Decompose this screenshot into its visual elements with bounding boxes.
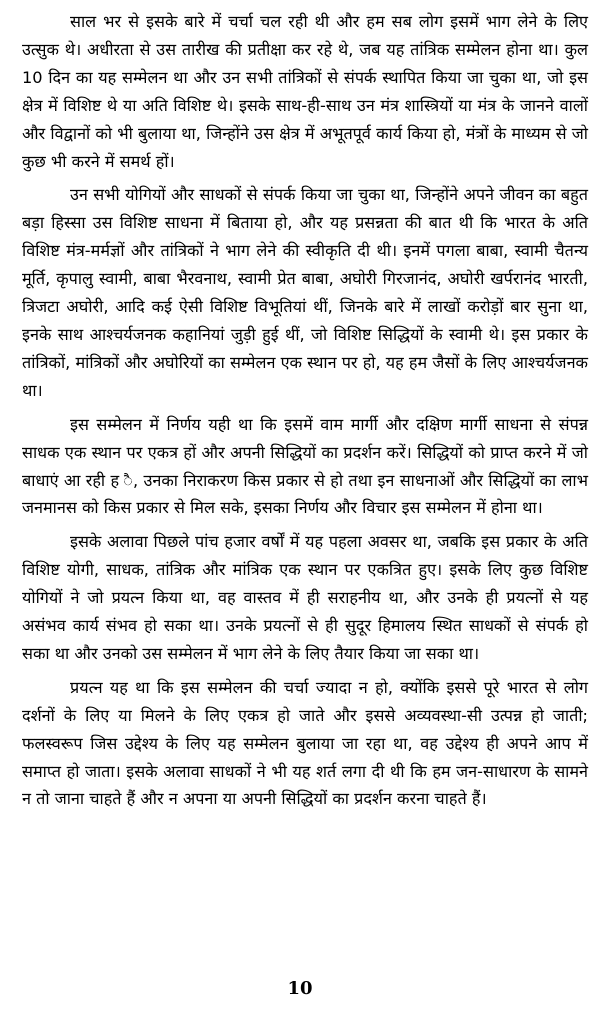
paragraph-4: इसके अलावा पिछले पांच हजार वर्षों में यह पहला अवसर था, जबकि इस प्रकार के अति विशिष्ट योगी, साधक, तांत्रिक और मांत्रिक एक स्थान पर एकत्रित हुए। इसके लिए कुछ विशिष्ट योगियों ने जो प्रयत्न किया था, वह वास्तव में ही सराहनीय था, और उनके ही प्रयत्नों से यह असंभव कार्य संभव हो सका था। उनके प्रयत्नों से ही सुदूर हिमालय स्थित साधकों से संपर्क हो सका था और उनको उस सम्मेलन में भाग लेने के लिए तैयार किया जा सका था। xyxy=(22,532,588,663)
paragraph-5: प्रयत्न यह था कि इस सम्मेलन की चर्चा ज्यादा न हो, क्योंकि इससे पूरे भारत से लोग दर्शनों के लिए या मिलने के लिए एकत्र हो जाते और इससे अव्यवस्था-सी उत्पन्न हो जाती; फलस्वरूप जिस उद्देश्य के लिए यह सम्मेलन बुलाया जा रहा था, वह उद्देश्य ही अपने आप में समाप्त हो जाता। इसके अलावा साधकों ने भी यह शर्त लगा दी थी कि हम जन-साधारण के सामने न तो जाना चाहते हैं और न अपना या अपनी सिद्धियों का प्रदर्शन करना चाहते हैं। xyxy=(22,677,588,809)
page-number: 10 xyxy=(287,978,313,999)
paragraph-1: साल भर से इसके बारे में चर्चा चल रही थी और हम सब लोग इसमें भाग लेने के लिए उत्सुक थे। अधीरता से उस तारीख की प्रतीक्षा कर रहे थे, जब यह तांत्रिक सम्मेलन होना था। कुल 10 दिन का यह सम्मेलन था और उन सभी तांत्रिकों से संपर्क स्थापित किया जा चुका था, जो इस क्षेत्र में विशिष्ट थे या अति विशिष्ट थे। इसके साथ-ही-साथ उन मंत्र शास्त्रियों या मंत्र के जानने वालों और विद्वानों को भी बुलाया था, जिन्होंने उस क्षेत्र में अभूतपूर्व कार्य किया हो, मंत्रों के माध्यम से जो कुछ भी करने में समर्थ हों। xyxy=(22,12,588,171)
paragraph-3: इस सम्मेलन में निर्णय यही था कि इसमें वाम मार्गी और दक्षिण मार्गी साधना से संपन्न साधक एक स्थान पर एकत्र हों और अपनी सिद्धियों का प्रदर्शन करें। सिद्धियों को प्राप्त करने में जो बाधाएं आ रही ह ै, उनका निराकरण किस प्रकार से हो तथा इन साधनाओं और सिद्धियों का लाभ जनमानस को किस प्रकार से मिल सके, इसका निर्णय और विचार इस सम्मेलन में होना था। xyxy=(22,414,588,518)
paragraph-2: उन सभी योगियों और साधकों से संपर्क किया जा चुका था, जिन्होंने अपने जीवन का बहुत बड़ा हिस्सा उस विशिष्ट साधना में बिताया हो, और यह प्रसन्नता की बात थी कि भारत के अति विशिष्ट मंत्र-मर्मज्ञों और तांत्रिकों ने भाग लेने की स्वीकृति दी थी। इनमें पगला बाबा, स्वामी चैतन्य मूर्ति, कृपालु स्वामी, बाबा भैरवनाथ, स्वामी प्रेत बाबा, अघोरी गिरजानंद, अघोरी खर्परानंद भारती, त्रिजटा अघोरी, आदि कई ऐसी विशिष्ट विभूतियां थीं, जिनके बारे में लाखों करोड़ों बार सुना था, इनके साथ आश्चर्यजनक कहानियां जुड़ी हुई थीं, जो विशिष्ट सिद्धियों के स्वामी थे। इस प्रकार के तांत्रिकों, मांत्रिकों और अघोरियों का सम्मेलन एक स्थान पर हो, यह हम जैसों के लिए आश्चर्यजनक था। xyxy=(22,185,588,400)
